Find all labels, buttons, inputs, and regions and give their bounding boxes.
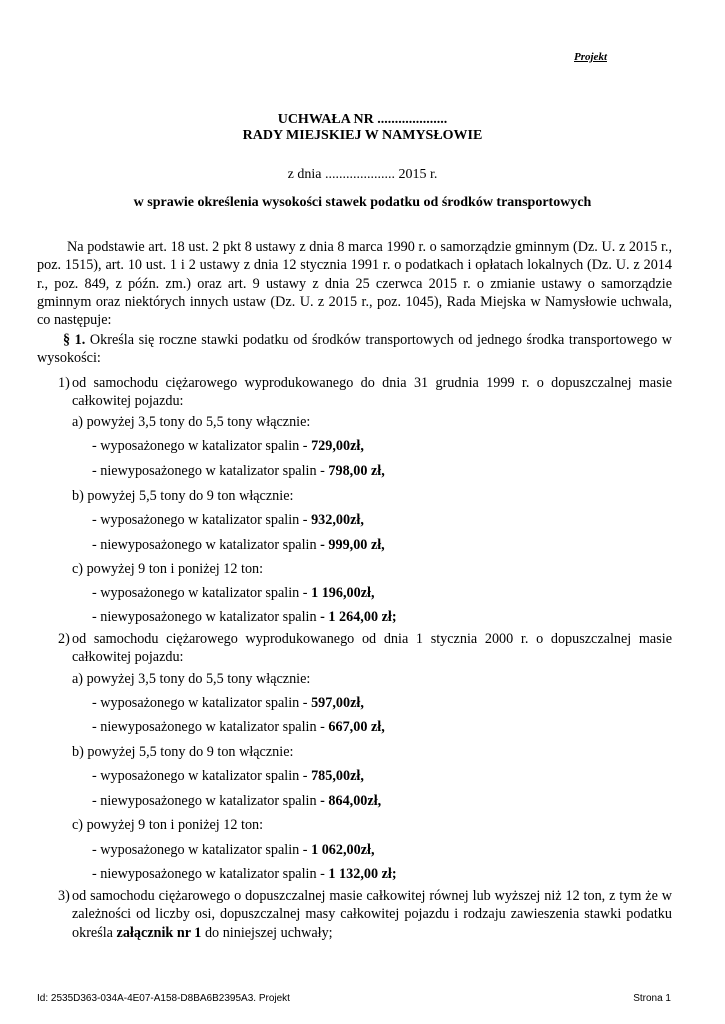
section-1-mark: § 1.	[63, 332, 86, 348]
rate-row	[92, 866, 397, 883]
rate-amount: 1 196,00zł,	[311, 585, 375, 601]
rate-desc: - wyposażonego w katalizator spalin -	[92, 585, 312, 601]
subitem-label: a) powyżej 3,5 tony do 5,5 tony włącznie:	[72, 414, 311, 430]
subitem-label: b) powyżej 5,5 tony do 9 ton włącznie:	[72, 488, 294, 504]
rate-amount: - 864,00zł,	[320, 793, 382, 809]
rate-amount: 932,00zł,	[311, 512, 364, 528]
rate-amount: 798,00 zł,	[328, 463, 385, 479]
rate-row	[92, 512, 364, 529]
rate-desc: - niewyposażonego w katalizator spalin -	[92, 719, 329, 735]
rate-desc: - wyposażonego w katalizator spalin -	[92, 512, 312, 528]
list-item-text: od samochodu ciężarowego wyprodukowanego od dnia 1 stycznia 2000 r. o dopuszczalnej masie całkowitej pojazdu:	[72, 631, 672, 666]
resolution-number: UCHWAŁA NR ....................	[277, 112, 448, 127]
subitem-label: b) powyżej 5,5 tony do 9 ton włącznie:	[72, 744, 294, 760]
rate-amount: 597,00zł,	[311, 695, 364, 711]
rate-row	[92, 719, 385, 736]
rate-row	[92, 793, 381, 810]
rate-amount: 667,00 zł,	[328, 719, 385, 735]
rate-desc: - wyposażonego w katalizator spalin -	[92, 695, 312, 711]
list-item-1	[58, 374, 672, 411]
resolution-subject: w sprawie określenia wysokości stawek podatku od środków transportowych	[133, 195, 592, 210]
rate-row	[92, 609, 397, 626]
rate-desc: - niewyposażonego w katalizator spalin -	[92, 866, 329, 882]
list-item-2	[58, 630, 672, 667]
rate-desc: - niewyposażonego w katalizator spalin	[92, 793, 321, 809]
rate-desc: - wyposażonego w katalizator spalin -	[92, 842, 312, 858]
rate-amount: - 999,00 zł,	[320, 537, 385, 553]
rate-desc: - wyposażonego w katalizator spalin -	[92, 438, 312, 454]
resolution-date: z dnia .................... 2015 r.	[287, 167, 438, 182]
rate-desc: - niewyposażonego w katalizator spalin -	[92, 463, 329, 479]
list-item-text: od samochodu ciężarowego wyprodukowanego do dnia 31 grudnia 1999 r. o dopuszczalnej masie całkowitej pojazdu:	[72, 375, 672, 410]
subitem-label: a) powyżej 3,5 tony do 5,5 tony włącznie:	[72, 671, 311, 687]
draft-label: Projekt	[574, 51, 607, 63]
rate-row	[92, 463, 385, 480]
list-item-number: 1)	[58, 375, 70, 391]
rate-row	[92, 585, 375, 602]
rate-amount: 1 062,00zł,	[311, 842, 375, 858]
rate-row	[92, 842, 375, 859]
rate-amount: - 1 264,00 zł;	[320, 609, 397, 625]
rate-row	[92, 695, 364, 712]
rate-amount: 729,00zł,	[311, 438, 364, 454]
legal-basis-paragraph: Na podstawie art. 18 ust. 2 pkt 8 ustawy z dnia 8 marca 1990 r. o samorządzie gminnym (Dz. U. z 2015 r., poz. 1515), art. 10 ust. 1 i 2 ustawy z dnia 12 stycznia 1991 r. o podatkach i opłatach lokalnych (Dz. U. z 2014 r., poz. 849, z późn. zm.) oraz art. 9 ustawy z dnia 25 czerwca 2015 r. o zmianie ustawy o samorządzie gminnym oraz niektórych innych ustaw (Dz. U. z 2015 r., poz. 1045), Rada Miejska w Namysłowie uchwala, co następuje:	[37, 239, 672, 329]
list-item-3	[58, 887, 672, 942]
rate-desc: - wyposażonego w katalizator spalin -	[92, 768, 312, 784]
rate-desc: - niewyposażonego w katalizator spalin	[92, 537, 321, 553]
subitem-label: c) powyżej 9 ton i poniżej 12 ton:	[72, 817, 264, 833]
page-number: Strona 1	[633, 993, 671, 1004]
subitem-label: c) powyżej 9 ton i poniżej 12 ton:	[72, 561, 264, 577]
document-id: Id: 2535D363-034A-4E07-A158-D8BA6B2395A3. Projekt	[37, 993, 290, 1004]
list-item-number: 3)	[58, 888, 70, 904]
rate-amount: 785,00zł,	[311, 768, 364, 784]
rate-row	[92, 537, 385, 554]
council-name: RADY MIEJSKIEJ W NAMYSŁOWIE	[242, 128, 483, 143]
rate-row	[92, 768, 364, 785]
list-item-text: od samochodu ciężarowego o dopuszczalnej masie całkowitej równej lub wyższej niż 12 ton, z tym że w zależności od liczby osi, dopuszczalnej masy całkowitej pojazdu i rodzaju zawieszenia stawki podatku określa załącznik nr 1 do niniejszej uchwały;	[72, 888, 672, 941]
rate-amount: 1 132,00 zł;	[328, 866, 397, 882]
rate-row	[92, 438, 364, 455]
rate-desc: - niewyposażonego w katalizator spalin	[92, 609, 321, 625]
section-1	[37, 331, 672, 368]
list-item-number: 2)	[58, 631, 70, 647]
attachment-ref: załącznik nr 1	[116, 924, 202, 941]
section-1-text: Określa się roczne stawki podatku od środków transportowych od jednego środka transportowego w wysokości:	[37, 332, 672, 367]
